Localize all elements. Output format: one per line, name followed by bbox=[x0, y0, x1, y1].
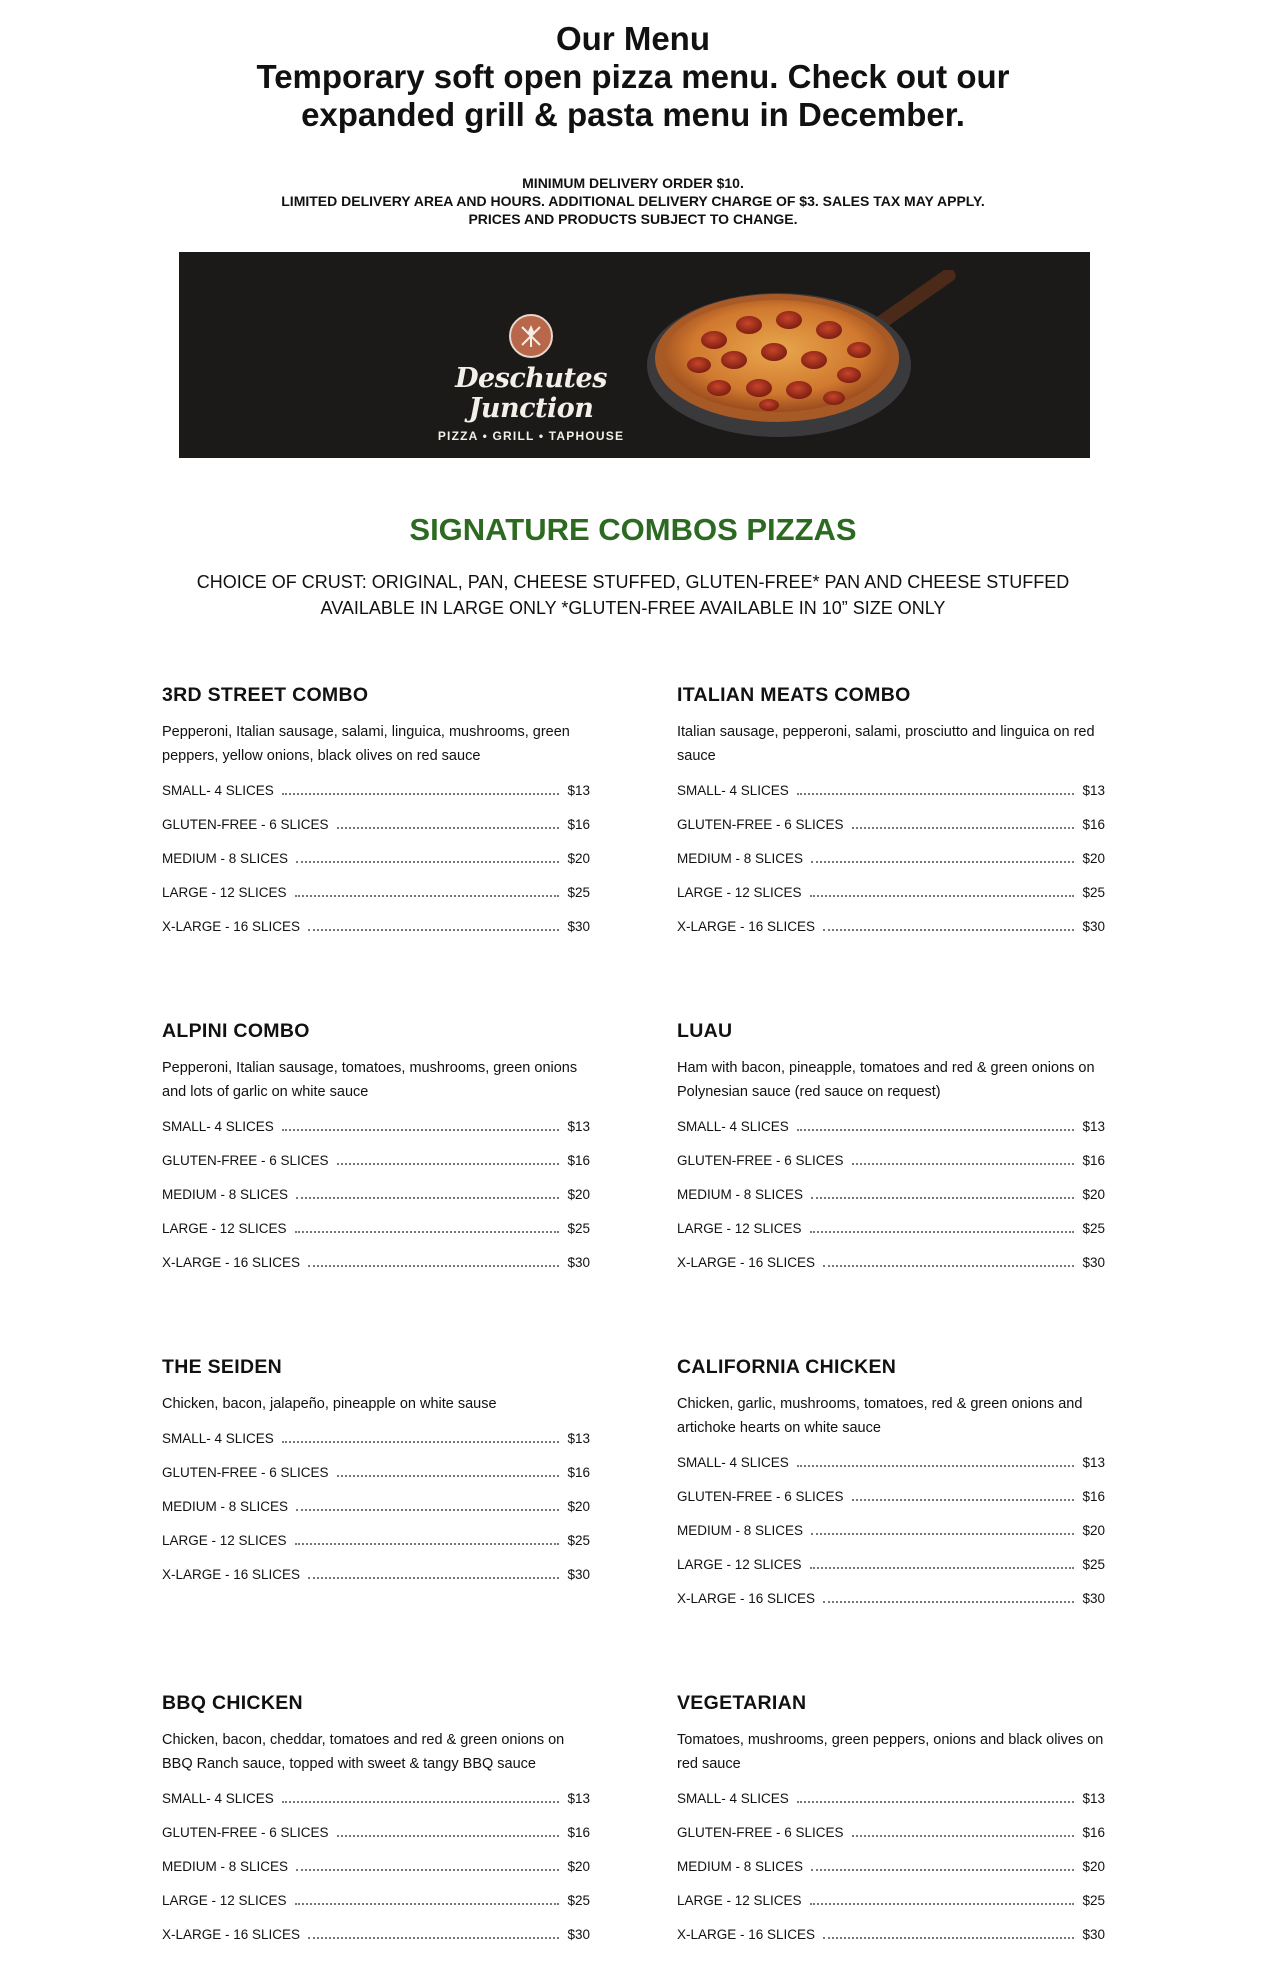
size-price-row bbox=[677, 1557, 1105, 1591]
dot-leader bbox=[852, 826, 1075, 829]
dot-leader bbox=[337, 1474, 560, 1477]
dot-leader bbox=[282, 1128, 560, 1131]
size-price: $13 bbox=[1082, 783, 1105, 798]
dot-leader bbox=[282, 1440, 560, 1443]
size-price-row bbox=[162, 885, 590, 919]
size-price-list bbox=[677, 1455, 1105, 1625]
size-price: $20 bbox=[567, 1187, 590, 1202]
size-price: $25 bbox=[1082, 885, 1105, 900]
size-price-row bbox=[677, 1523, 1105, 1557]
size-price: $20 bbox=[1082, 1523, 1105, 1538]
menu-item-name: THE SEIDEN bbox=[162, 1356, 283, 1378]
size-label: X-LARGE - 16 SLICES bbox=[162, 1927, 301, 1942]
size-price: $20 bbox=[1082, 1187, 1105, 1202]
size-label: MEDIUM - 8 SLICES bbox=[162, 1859, 289, 1874]
size-price: $13 bbox=[567, 783, 590, 798]
size-price: $25 bbox=[1082, 1557, 1105, 1572]
menu-item-description: Chicken, bacon, cheddar, tomatoes and red & green onions on BBQ Ranch sauce, topped with sweet & tangy BBQ sauce bbox=[162, 1732, 565, 1772]
menu-item-description: Italian sausage, pepperoni, salami, prosciutto and linguica on red sauce bbox=[677, 724, 1095, 764]
size-price-row bbox=[677, 1221, 1105, 1255]
size-label: X-LARGE - 16 SLICES bbox=[677, 1255, 816, 1270]
size-price: $13 bbox=[1082, 1455, 1105, 1470]
size-price: $25 bbox=[1082, 1221, 1105, 1236]
size-price-row bbox=[162, 1431, 590, 1465]
menu-item-description: Pepperoni, Italian sausage, salami, linguica, mushrooms, green peppers, yellow onions, black olives on red sauce bbox=[162, 724, 570, 764]
dot-leader bbox=[296, 1868, 559, 1871]
size-label: LARGE - 12 SLICES bbox=[162, 885, 287, 900]
size-price: $16 bbox=[567, 817, 590, 832]
size-price-row bbox=[162, 1119, 590, 1153]
dot-leader bbox=[282, 1800, 560, 1803]
size-price-row bbox=[162, 1499, 590, 1533]
size-label: MEDIUM - 8 SLICES bbox=[677, 1523, 804, 1538]
dot-leader bbox=[810, 1566, 1075, 1569]
size-label: GLUTEN-FREE - 6 SLICES bbox=[162, 1825, 329, 1840]
size-label: SMALL- 4 SLICES bbox=[162, 1791, 274, 1806]
crust-info bbox=[0, 569, 1266, 621]
size-price: $16 bbox=[1082, 1153, 1105, 1168]
size-price: $20 bbox=[1082, 851, 1105, 866]
dot-leader bbox=[852, 1498, 1075, 1501]
size-price-row bbox=[677, 1489, 1105, 1523]
notice-line-1: MINIMUM DELIVERY ORDER $10. bbox=[522, 175, 744, 191]
dot-leader bbox=[810, 894, 1075, 897]
size-price: $13 bbox=[567, 1119, 590, 1134]
size-price: $13 bbox=[567, 1791, 590, 1806]
size-price-row bbox=[677, 1455, 1105, 1489]
size-price: $30 bbox=[1082, 1591, 1105, 1606]
size-label: LARGE - 12 SLICES bbox=[162, 1533, 287, 1548]
size-price-row bbox=[677, 1825, 1105, 1859]
size-price-row bbox=[162, 851, 590, 885]
size-price-row bbox=[162, 919, 590, 953]
size-price: $30 bbox=[1082, 1255, 1105, 1270]
size-price-row bbox=[162, 1927, 590, 1961]
size-price-row bbox=[677, 1187, 1105, 1221]
dot-leader bbox=[296, 860, 559, 863]
menu-item-description: Chicken, garlic, mushrooms, tomatoes, red & green onions and artichoke hearts on white sauce bbox=[677, 1396, 1083, 1436]
size-price-row bbox=[162, 1533, 590, 1567]
size-price-row bbox=[677, 1859, 1105, 1893]
size-price: $25 bbox=[1082, 1893, 1105, 1908]
size-label: X-LARGE - 16 SLICES bbox=[162, 919, 301, 934]
dot-leader bbox=[823, 1264, 1074, 1267]
crust-line-2: AVAILABLE IN LARGE ONLY *GLUTEN-FREE AVAILABLE IN 10” SIZE ONLY bbox=[320, 598, 946, 618]
menu-item-description: Tomatoes, mushrooms, green peppers, onions and black olives on red sauce bbox=[677, 1732, 1104, 1772]
size-price: $13 bbox=[1082, 1119, 1105, 1134]
size-price-row bbox=[677, 1591, 1105, 1625]
dot-leader bbox=[823, 928, 1074, 931]
size-label: LARGE - 12 SLICES bbox=[162, 1221, 287, 1236]
dot-leader bbox=[852, 1834, 1075, 1837]
pizza-image bbox=[644, 270, 974, 450]
dot-leader bbox=[797, 792, 1075, 795]
size-price-row bbox=[677, 885, 1105, 919]
size-price-list bbox=[677, 1119, 1105, 1289]
dot-leader bbox=[811, 1868, 1074, 1871]
dot-leader bbox=[337, 1162, 560, 1165]
size-label: SMALL- 4 SLICES bbox=[677, 1791, 789, 1806]
size-price-row bbox=[162, 1825, 590, 1859]
dot-leader bbox=[308, 1264, 559, 1267]
size-price: $13 bbox=[567, 1431, 590, 1446]
dot-leader bbox=[852, 1162, 1075, 1165]
dot-leader bbox=[295, 894, 560, 897]
menu-item-name: VEGETARIAN bbox=[677, 1692, 807, 1714]
menu-item bbox=[677, 1690, 1105, 1961]
size-label: X-LARGE - 16 SLICES bbox=[677, 1591, 816, 1606]
dot-leader bbox=[308, 1576, 559, 1579]
size-price-row bbox=[162, 1567, 590, 1601]
size-label: GLUTEN-FREE - 6 SLICES bbox=[162, 817, 329, 832]
dot-leader bbox=[295, 1542, 560, 1545]
menu-item bbox=[162, 1690, 590, 1961]
size-price-row bbox=[162, 1859, 590, 1893]
dot-leader bbox=[295, 1902, 560, 1905]
dot-leader bbox=[811, 1196, 1074, 1199]
dot-leader bbox=[295, 1230, 560, 1233]
size-price-list bbox=[162, 783, 590, 953]
size-label: X-LARGE - 16 SLICES bbox=[677, 919, 816, 934]
size-price-row bbox=[677, 817, 1105, 851]
size-price: $30 bbox=[567, 1927, 590, 1942]
menu-item-description: Chicken, bacon, jalapeño, pineapple on white sause bbox=[162, 1396, 497, 1412]
menu-item bbox=[162, 1018, 590, 1289]
menu-item-name: BBQ CHICKEN bbox=[162, 1692, 303, 1714]
size-price-row bbox=[677, 1927, 1105, 1961]
size-label: X-LARGE - 16 SLICES bbox=[162, 1255, 301, 1270]
menu-item-name: CALIFORNIA CHICKEN bbox=[677, 1356, 897, 1378]
size-price-row bbox=[162, 817, 590, 851]
page-header bbox=[0, 20, 1266, 134]
size-label: MEDIUM - 8 SLICES bbox=[677, 851, 804, 866]
size-price: $25 bbox=[567, 1533, 590, 1548]
size-price-row bbox=[162, 1465, 590, 1499]
size-price-row bbox=[677, 851, 1105, 885]
section-title: SIGNATURE COMBOS PIZZAS bbox=[409, 512, 857, 547]
size-price: $20 bbox=[567, 851, 590, 866]
size-price-row bbox=[162, 1255, 590, 1289]
size-label: GLUTEN-FREE - 6 SLICES bbox=[677, 1489, 844, 1504]
size-price-row bbox=[162, 1893, 590, 1927]
dot-leader bbox=[296, 1196, 559, 1199]
size-price: $16 bbox=[1082, 817, 1105, 832]
size-label: X-LARGE - 16 SLICES bbox=[162, 1567, 301, 1582]
dot-leader bbox=[296, 1508, 559, 1511]
size-label: GLUTEN-FREE - 6 SLICES bbox=[677, 1153, 844, 1168]
size-price-row bbox=[162, 1153, 590, 1187]
size-price: $16 bbox=[567, 1825, 590, 1840]
dot-leader bbox=[811, 860, 1074, 863]
brand-logo bbox=[426, 314, 636, 443]
size-price: $30 bbox=[567, 919, 590, 934]
size-price-row bbox=[677, 783, 1105, 817]
dot-leader bbox=[810, 1230, 1075, 1233]
menu-item-name: LUAU bbox=[677, 1020, 733, 1042]
dot-leader bbox=[811, 1532, 1074, 1535]
size-price: $16 bbox=[1082, 1489, 1105, 1504]
size-label: GLUTEN-FREE - 6 SLICES bbox=[677, 1825, 844, 1840]
size-price: $25 bbox=[567, 1221, 590, 1236]
dot-leader bbox=[797, 1128, 1075, 1131]
menu-item-name: ALPINI COMBO bbox=[162, 1020, 310, 1042]
dot-leader bbox=[797, 1800, 1075, 1803]
size-label: LARGE - 12 SLICES bbox=[677, 1221, 802, 1236]
menu-item bbox=[162, 1354, 590, 1601]
menu-item bbox=[677, 1354, 1105, 1625]
size-label: GLUTEN-FREE - 6 SLICES bbox=[162, 1153, 329, 1168]
size-label: LARGE - 12 SLICES bbox=[677, 1893, 802, 1908]
dot-leader bbox=[810, 1902, 1075, 1905]
menu-item bbox=[162, 682, 590, 953]
size-label: MEDIUM - 8 SLICES bbox=[162, 1187, 289, 1202]
size-price: $16 bbox=[1082, 1825, 1105, 1840]
page-title: Our Menu bbox=[556, 20, 710, 57]
size-price: $13 bbox=[1082, 1791, 1105, 1806]
size-label: GLUTEN-FREE - 6 SLICES bbox=[162, 1465, 329, 1480]
size-label: X-LARGE - 16 SLICES bbox=[677, 1927, 816, 1942]
size-price: $30 bbox=[567, 1255, 590, 1270]
size-label: SMALL- 4 SLICES bbox=[162, 1119, 274, 1134]
size-price: $25 bbox=[567, 885, 590, 900]
size-label: SMALL- 4 SLICES bbox=[162, 1431, 274, 1446]
dot-leader bbox=[337, 1834, 560, 1837]
size-label: MEDIUM - 8 SLICES bbox=[677, 1187, 804, 1202]
delivery-notice bbox=[0, 174, 1266, 228]
dot-leader bbox=[282, 792, 560, 795]
size-price-row bbox=[677, 1255, 1105, 1289]
size-price-list bbox=[677, 1791, 1105, 1961]
size-price-list bbox=[677, 783, 1105, 953]
size-price: $20 bbox=[1082, 1859, 1105, 1874]
menu-item bbox=[677, 1018, 1105, 1289]
size-label: MEDIUM - 8 SLICES bbox=[677, 1859, 804, 1874]
size-price: $20 bbox=[567, 1859, 590, 1874]
size-price-row bbox=[677, 1791, 1105, 1825]
size-label: MEDIUM - 8 SLICES bbox=[162, 1499, 289, 1514]
crust-line-1: CHOICE OF CRUST: ORIGINAL, PAN, CHEESE STUFFED, GLUTEN-FREE* PAN AND CHEESE STUFFED bbox=[196, 572, 1070, 592]
size-price: $25 bbox=[567, 1893, 590, 1908]
size-price-row bbox=[162, 783, 590, 817]
page-subtitle: Temporary soft open pizza menu. Check out our expanded grill & pasta menu in December. bbox=[256, 58, 1010, 133]
dot-leader bbox=[823, 1936, 1074, 1939]
size-label: LARGE - 12 SLICES bbox=[162, 1893, 287, 1908]
notice-line-3: PRICES AND PRODUCTS SUBJECT TO CHANGE. bbox=[468, 211, 798, 227]
size-price-row bbox=[677, 919, 1105, 953]
size-price: $16 bbox=[567, 1153, 590, 1168]
size-price-row bbox=[677, 1893, 1105, 1927]
size-price-list bbox=[162, 1791, 590, 1961]
logo-name: Deschutes Junction bbox=[455, 363, 607, 424]
size-price-row bbox=[677, 1153, 1105, 1187]
size-label: GLUTEN-FREE - 6 SLICES bbox=[677, 817, 844, 832]
hero-banner bbox=[179, 252, 1090, 458]
size-price: $30 bbox=[1082, 1927, 1105, 1942]
size-label: SMALL- 4 SLICES bbox=[677, 1119, 789, 1134]
size-label: LARGE - 12 SLICES bbox=[677, 885, 802, 900]
size-price: $16 bbox=[567, 1465, 590, 1480]
size-price-row bbox=[162, 1187, 590, 1221]
dot-leader bbox=[337, 826, 560, 829]
size-price: $30 bbox=[1082, 919, 1105, 934]
size-label: LARGE - 12 SLICES bbox=[677, 1557, 802, 1572]
size-price-row bbox=[162, 1221, 590, 1255]
size-price-list bbox=[162, 1431, 590, 1601]
dot-leader bbox=[797, 1464, 1075, 1467]
size-label: MEDIUM - 8 SLICES bbox=[162, 851, 289, 866]
dot-leader bbox=[308, 928, 559, 931]
logo-emblem-icon bbox=[509, 314, 553, 358]
size-label: SMALL- 4 SLICES bbox=[677, 783, 789, 798]
dot-leader bbox=[823, 1600, 1074, 1603]
menu-item-description: Ham with bacon, pineapple, tomatoes and red & green onions on Polynesian sauce (red sauce on request) bbox=[677, 1060, 1095, 1100]
size-price-list bbox=[162, 1119, 590, 1289]
size-price: $20 bbox=[567, 1499, 590, 1514]
logo-tagline: PIZZA • GRILL • TAPHOUSE bbox=[437, 429, 625, 443]
size-label: SMALL- 4 SLICES bbox=[677, 1455, 789, 1470]
menu-item bbox=[677, 682, 1105, 953]
size-label: SMALL- 4 SLICES bbox=[162, 783, 274, 798]
size-price-row bbox=[162, 1791, 590, 1825]
menu-item-description: Pepperoni, Italian sausage, tomatoes, mushrooms, green onions and lots of garlic on white sauce bbox=[162, 1060, 578, 1100]
menu-item-name: 3RD STREET COMBO bbox=[162, 684, 369, 706]
size-price-row bbox=[677, 1119, 1105, 1153]
notice-line-2: LIMITED DELIVERY AREA AND HOURS. ADDITIONAL DELIVERY CHARGE OF $3. SALES TAX MAY APPLY. bbox=[281, 193, 985, 209]
size-price: $30 bbox=[567, 1567, 590, 1582]
dot-leader bbox=[308, 1936, 559, 1939]
menu-item-name: ITALIAN MEATS COMBO bbox=[677, 684, 911, 706]
